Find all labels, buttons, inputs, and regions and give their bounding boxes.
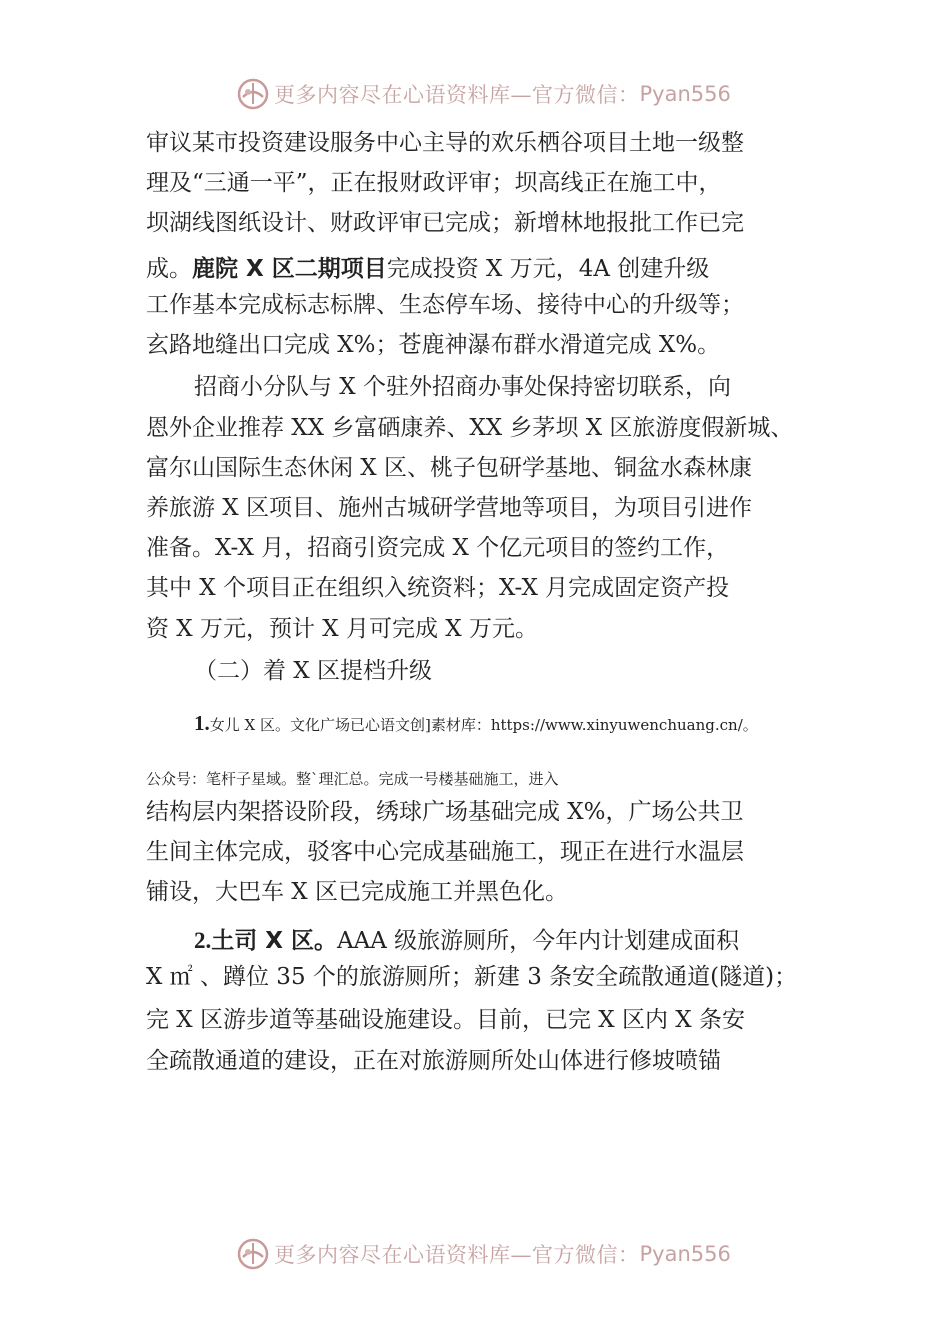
project-title-bold: 鹿院 X 区二期项目 — [192, 256, 387, 282]
book-logo-icon — [236, 1237, 270, 1271]
paragraph-line: 玄路地缝出口完成 X%；苍鹿神瀑布群水滑道完成 X%。 — [146, 332, 721, 358]
paragraph-line: 恩外企业推荐 XX 乡富硒康养、XX 乡茅坝 X 区旅游度假新城、 — [146, 415, 794, 441]
watermark-wechat-id: Pyan556 — [639, 1242, 731, 1266]
item-title-bold: 土司 X 区。 — [211, 928, 337, 954]
paragraph-line: 资 X 万元，预计 X 月可完成 X 万元。 — [146, 616, 538, 642]
text-span: 完成投资 X 万元，4A 创建升级 — [386, 256, 710, 282]
paragraph-line: 坝湖线图纸设计、财政评审已完成；新增林地报批工作已完 — [146, 210, 744, 236]
paragraph-line: X ㎡ 、蹲位 35 个的旅游厕所；新建 3 条安全疏散通道(隧道)； — [146, 964, 798, 990]
paragraph-line — [146, 254, 709, 284]
paragraph-line: 富尔山国际生态休闲 X 区、桃子包研学基地、铜盆水森林康 — [146, 455, 752, 481]
text-span: 女儿 X 区。文化广场已心语文创]素材库：https://www.xinyuwenchuang.cn/。 — [209, 716, 758, 734]
book-logo-icon — [236, 77, 270, 111]
paragraph-line: 招商小分队与 X 个驻外招商办事处保持密切联系，向 — [194, 374, 731, 400]
paragraph-line: 养旅游 X 区项目、施州古城研学营地等项目，为项目引进作 — [146, 495, 752, 521]
item1-second-line: 公众号：笔杆子星域。整`理汇总。完成一号楼基础施工，进入 — [146, 770, 559, 788]
watermark-text: 更多内容尽在心语资料库—官方微信： — [274, 1243, 640, 1267]
item2-first-line — [194, 926, 739, 956]
paragraph-line: 铺设，大巴车 X 区已完成施工并黑色化。 — [146, 879, 568, 905]
paragraph-line: 工作基本完成标志标牌、生态停车场、接待中心的升级等； — [146, 292, 744, 318]
paragraph-line: 准备。X-X 月，招商引资完成 X 个亿元项目的签约工作， — [146, 535, 730, 561]
paragraph-line: 其中 X 个项目正在组织入统资料；X-X 月完成固定资产投 — [146, 575, 730, 601]
text-span: AAA 级旅游厕所，今年内计划建成面积 — [337, 928, 740, 954]
item1-first-line — [194, 708, 758, 740]
item-number: 1. — [194, 711, 210, 735]
text-span: 成。 — [146, 256, 192, 282]
footer-watermark — [236, 1236, 731, 1272]
header-watermark — [236, 76, 731, 112]
paragraph-line: 理及“三通一平”，正在报财政评审；坝高线正在施工中， — [146, 170, 722, 196]
paragraph-line: 生间主体完成，驳客中心完成基础施工，现正在进行水温层 — [146, 839, 744, 865]
paragraph-line: 完 X 区游步道等基础设施建设。目前，已完 X 区内 X 条安 — [146, 1007, 745, 1033]
paragraph-line: 审议某市投资建设服务中心主导的欢乐栖谷项目土地一级整 — [146, 130, 744, 156]
paragraph-line: 全疏散通道的建设，正在对旅游厕所处山体进行修坡喷锚 — [146, 1048, 721, 1074]
paragraph-line: 结构层内架搭设阶段，绣球广场基础完成 X%，广场公共卫 — [146, 799, 744, 825]
watermark-wechat-id: Pyan556 — [639, 82, 731, 106]
watermark-text: 更多内容尽在心语资料库—官方微信： — [274, 83, 640, 107]
section-heading: （二）着 X 区提档升级 — [194, 658, 432, 684]
item-number: 2. — [194, 928, 212, 953]
